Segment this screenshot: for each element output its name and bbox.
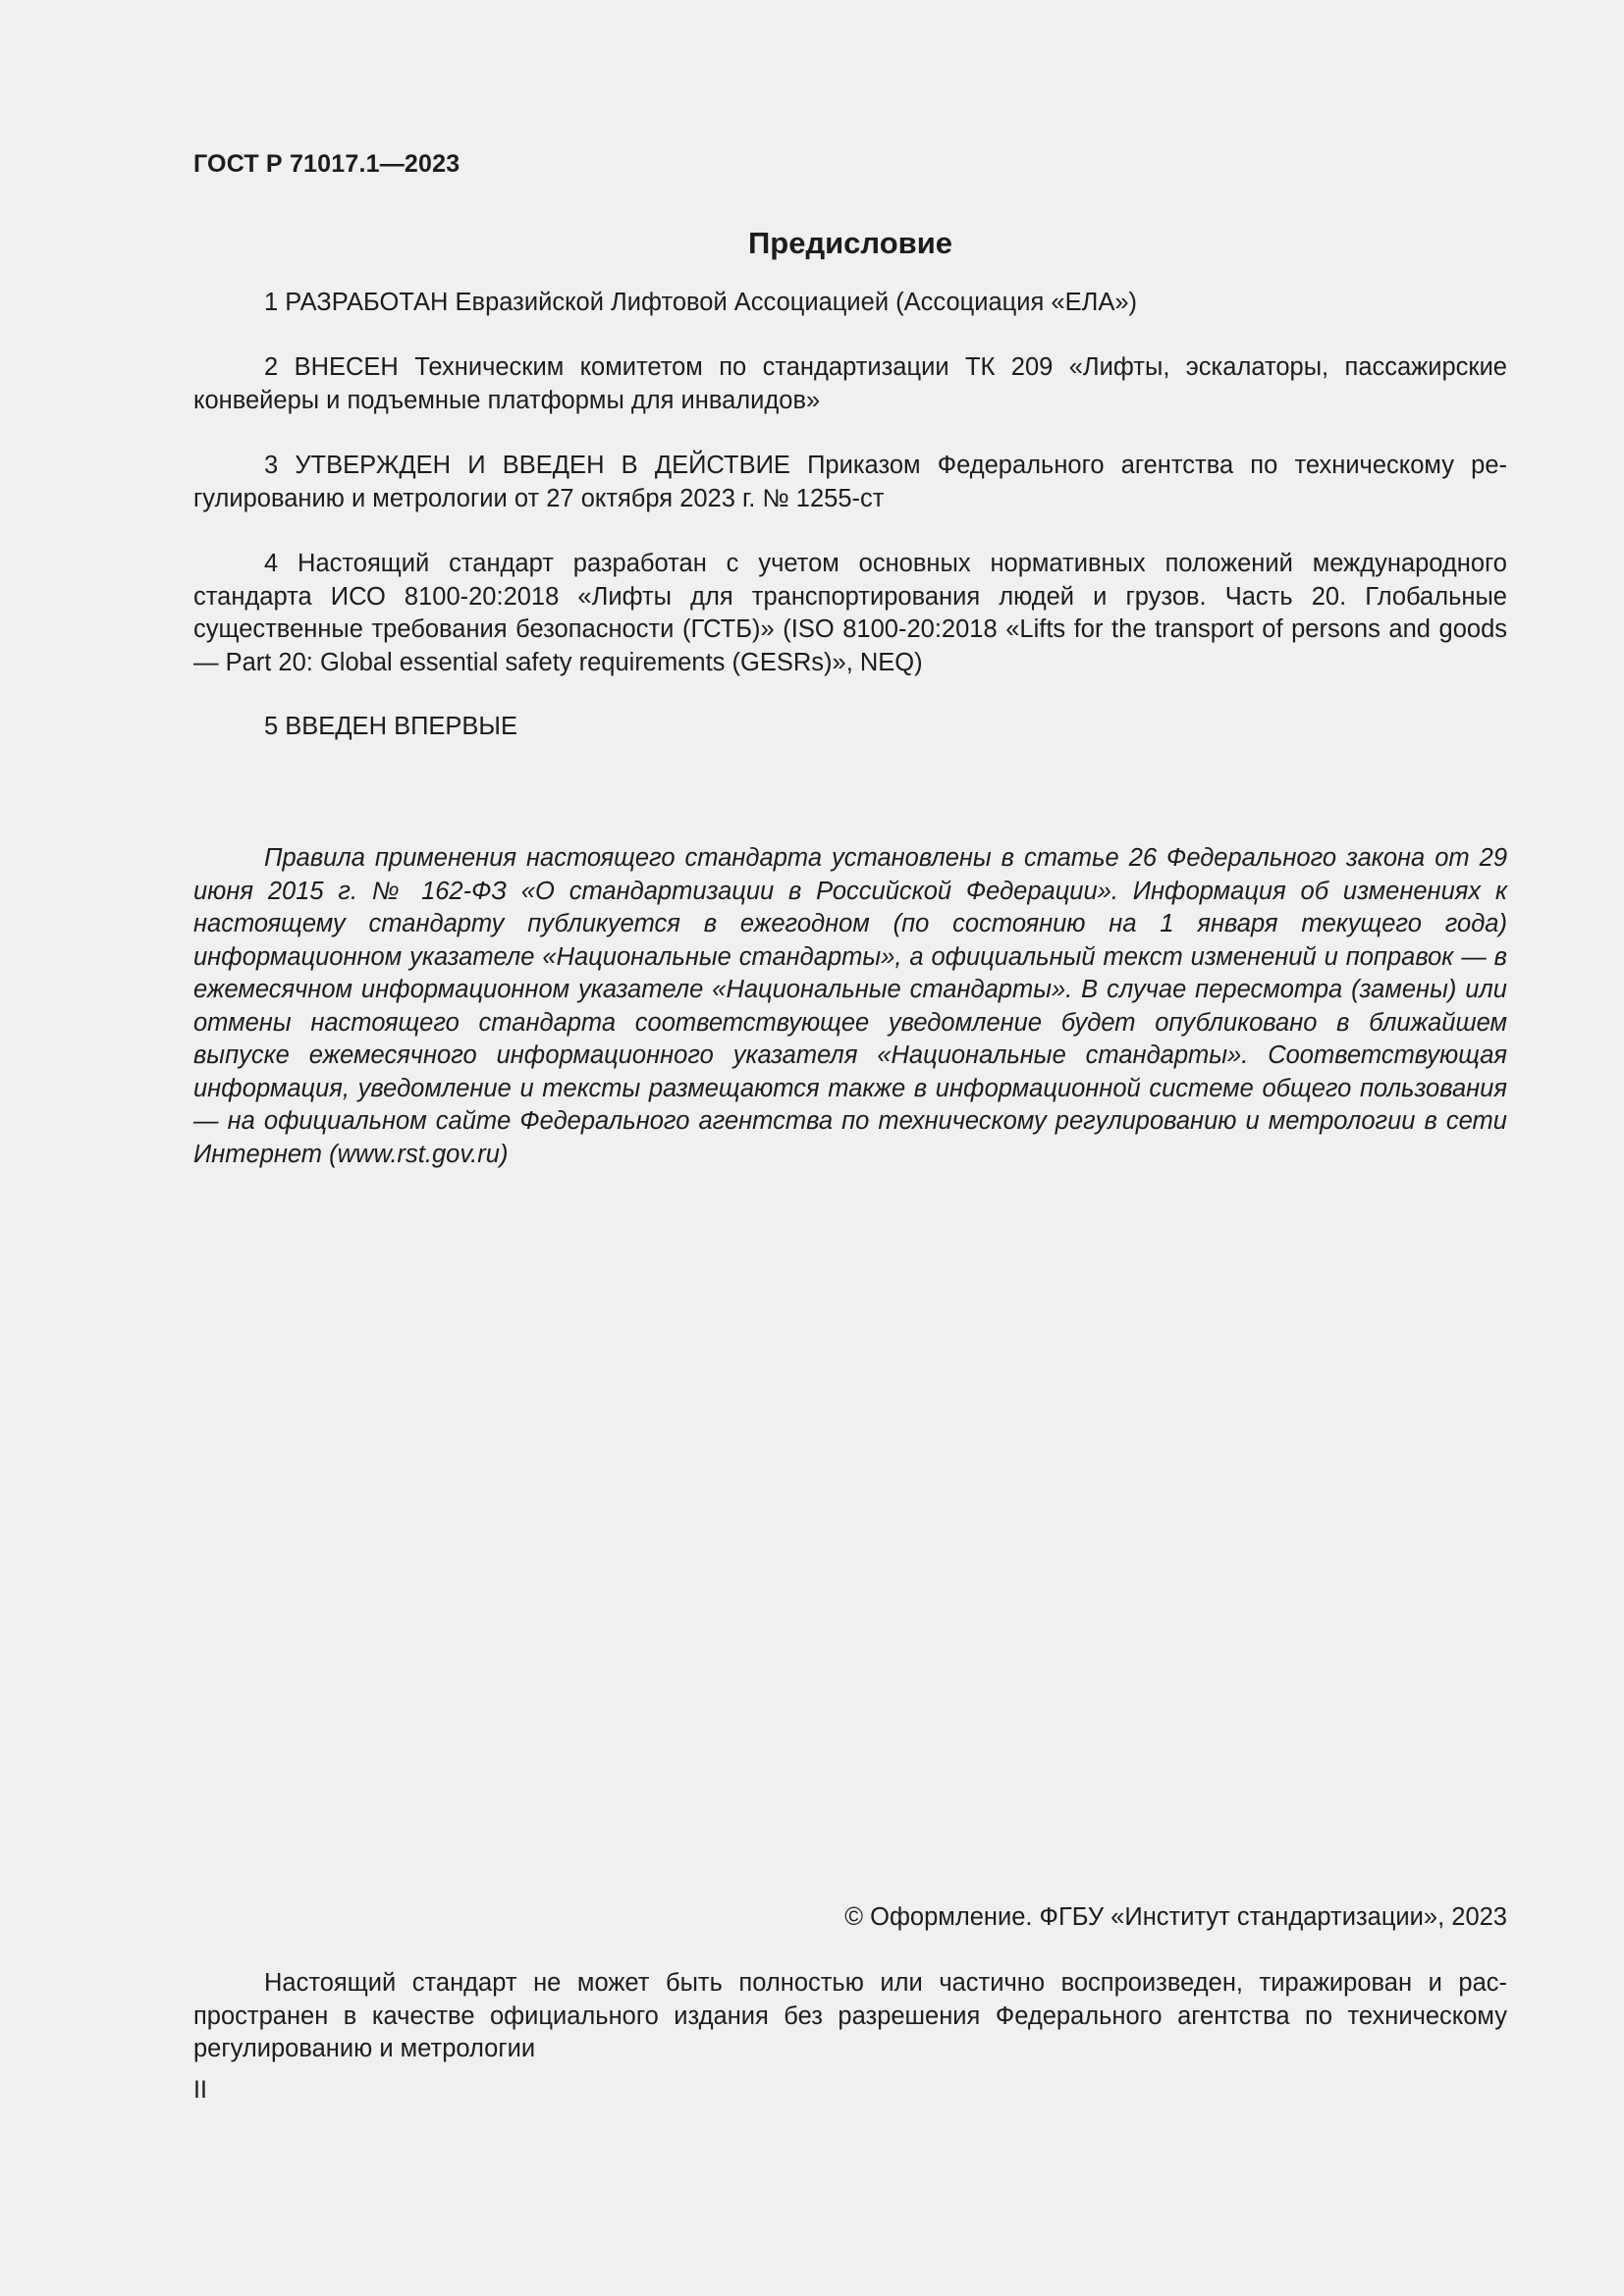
foreword-item-1: 1 РАЗРАБОТАН Евразийской Лифтовой Ассоциацией (Ассоциация «ЕЛА») xyxy=(264,289,1138,316)
copyright-line: © Оформление. ФГБУ «Институт стандартизации», 2023 xyxy=(844,1903,1507,1931)
page-number: II xyxy=(193,2076,207,2104)
foreword-item-3: 3 УТВЕРЖДЕН И ВВЕДЕН В ДЕЙСТВИЕ Приказом Федерального агентства по техническому регулированию и метрологии от 27 октября 2023 г. № 1255-ст xyxy=(193,452,1507,512)
foreword-item-4: 4 Настоящий стандарт разработан с учетом основных нормативных положений международного стандарта ИСО 8100-20:2018 «Лифты для транспортирования людей и грузов. Часть 20. Глобальные существенные требования безопасности (ГСТБ)» (ISO 8100-20:2018 «Lifts for the transport of persons and goods — Part 20: Global essential safety requirements (GESRs)», NEQ) xyxy=(193,550,1507,676)
foreword-item-5: 5 ВВЕДЕН ВПЕРВЫЕ xyxy=(264,713,518,740)
reproduction-notice: Настоящий стандарт не может быть полностью или частично воспроизведен, тиражирован и распространен в качестве официального издания без разрешения Федерального агентства по техническому регулированию и метрологии xyxy=(193,1969,1507,2062)
standard-number: ГОСТ Р 71017.1—2023 xyxy=(193,150,460,178)
foreword-item-2: 2 ВНЕСЕН Техническим комитетом по стандартизации ТК 209 «Лифты, эскалаторы, пассажирские конвейеры и подъемные платформы для инвалидов» xyxy=(193,353,1507,414)
application-rules-paragraph: Правила применения настоящего стандарта установлены в статье 26 Федерального закона от 29 июня 2015 г. № 162-ФЗ «О стандартизации в Российской Федерации». Информация об изменениях к настоящему стандарту публикуется в ежегодном (по состоянию на 1 января текущего года) информационном указателе «Национальные стандарты», а официальный текст изменений и поправок — в ежемесячном информационном указателе «Национальные стандарты». В случае пересмотра (замены) или отмены настоящего стандарта соответствующее уведомление будет опубликовано в ближайшем выпуске ежемесячного информационного указателя «Национальные стандарты». Соответствующая информация, уведомление и тексты размещаются также в информационной системе общего пользования — на официальном сайте Федерального агентства по техническому регулированию и метрологии в сети Интернет (www.rst.gov.ru) xyxy=(193,844,1507,1168)
foreword-title: Предисловие xyxy=(747,226,952,260)
